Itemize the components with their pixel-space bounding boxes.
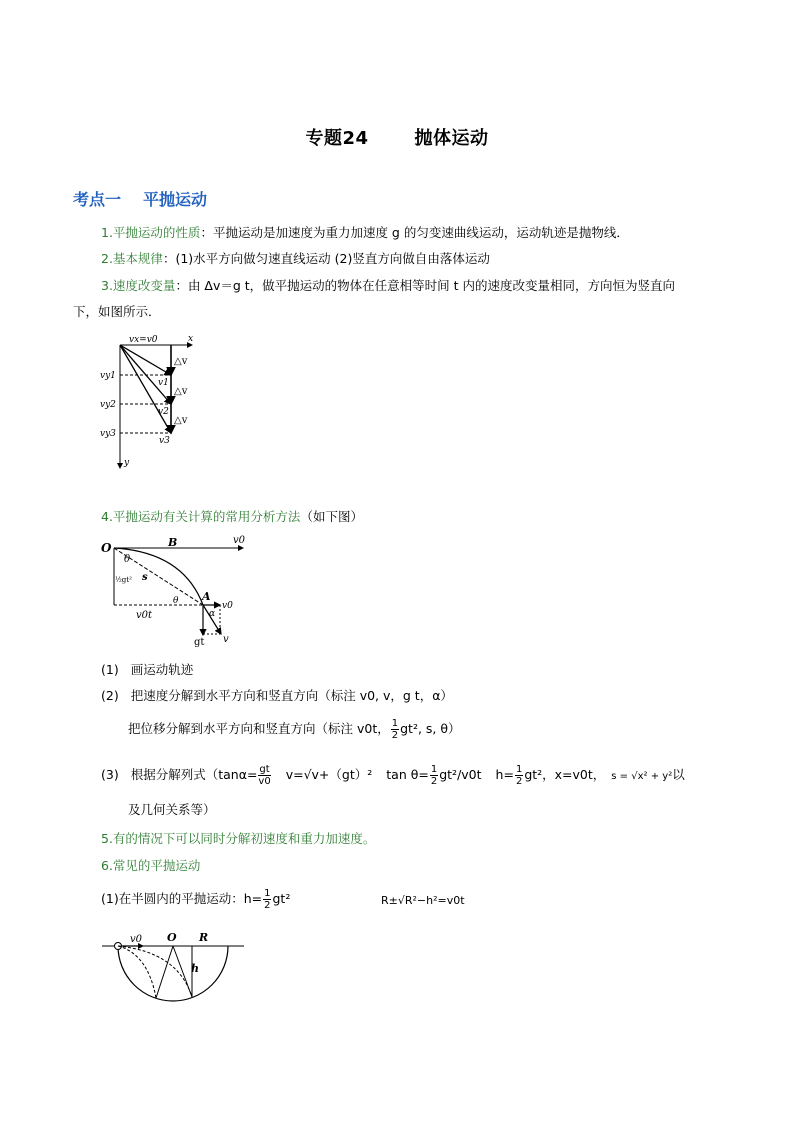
label-theta-top: θ	[124, 554, 131, 565]
label-vx: vx=v0	[129, 335, 158, 345]
semicircle-arc	[118, 946, 228, 1001]
label-O: O	[167, 931, 177, 944]
label-dv-1: △v	[174, 356, 188, 367]
label-dv-3: △v	[174, 415, 188, 426]
label-O: O	[101, 541, 112, 555]
section-heading: 考点一 平抛运动	[73, 190, 208, 209]
label-v1: v1	[158, 378, 169, 388]
fraction-half-2: $\frac{1}{2}$	[430, 764, 438, 787]
label-gt: gt	[194, 637, 205, 648]
label-A: A	[202, 590, 211, 603]
label-half-gt2: ½gt²	[115, 576, 132, 584]
paragraph-6: 6.常见的平抛运动	[101, 858, 201, 873]
v1-vector	[120, 345, 171, 375]
label-v0-top: v0	[233, 535, 246, 546]
label-x: x	[188, 334, 194, 344]
label-vy1: vy1	[100, 371, 116, 381]
label-v0-right: v0	[222, 601, 233, 611]
paragraph-6-1-radius: R±√R²−h²=v0t	[381, 894, 465, 907]
label-h: h	[191, 962, 199, 975]
semicircle-diagram	[98, 926, 248, 1006]
paragraph-3-line2: 下，如图所示．	[73, 304, 161, 319]
fraction-half-3: $\frac{1}{2}$	[515, 764, 523, 787]
label-s: s	[142, 572, 148, 583]
label-theta: θ	[173, 596, 179, 606]
label-v0: v0	[130, 934, 143, 945]
radius-line-2	[173, 946, 192, 997]
list-item-2: (2) 把速度分解到水平方向和竖直方向（标注 v0, v，g t，α）	[101, 688, 453, 703]
projectile-analysis-diagram	[98, 530, 258, 650]
page-title: 专题24 抛体运动	[305, 128, 489, 149]
trajectory-2	[118, 946, 192, 997]
fraction-half: $\frac{1}{2}$	[391, 718, 399, 741]
radius-line-1	[156, 946, 173, 998]
paragraph-4: 4.平抛运动有关计算的常用分析方法（如下图）	[101, 509, 363, 524]
label-v0t: v0t	[136, 610, 153, 621]
label-B: B	[168, 536, 178, 549]
paragraph-5: 5.有的情况下可以同时分解初速度和重力加速度。	[101, 831, 376, 846]
fraction-half-4: $\frac{1}{2}$	[264, 888, 271, 911]
paragraph-2: 2.基本规律：(1)水平方向做匀速直线运动 (2)竖直方向做自由落体运动	[101, 251, 490, 266]
list-item-1: (1) 画运动轨迹	[101, 662, 194, 677]
label-dv-2: △v	[174, 386, 188, 397]
paragraph-6-1: (1)在半圆内的平抛运动：h= $\frac{1}{2}$ gt²	[101, 888, 291, 911]
v3-vector	[120, 345, 171, 433]
fraction-gt-v0: $\frac{gt}{v0}$	[258, 764, 271, 787]
label-y: y	[124, 458, 130, 468]
label-alpha: α	[209, 609, 216, 619]
paragraph-1: 1.平抛运动的性质：平抛运动是加速度为重力加速度 g 的匀变速曲线运动，运动轨迹是抛物线．	[101, 225, 629, 240]
label-v2: v2	[158, 407, 169, 417]
list-item-2b: 把位移分解到水平方向和竖直方向（标注 v0t， $\frac{1}{2}$ gt², s, θ）	[128, 718, 461, 741]
label-v: v	[223, 634, 229, 645]
paragraph-3-line1: 3.速度改变量：由 Δv＝g t，做平抛运动的物体在任意相等时间 t 内的速度改变量相同，方向恒为竖直向	[101, 278, 676, 293]
list-item-3-line2: 及几何关系等）	[128, 802, 216, 817]
velocity-change-diagram	[96, 330, 236, 470]
label-v3: v3	[159, 436, 170, 446]
list-item-3: (3) 根据分解列式（tanα= $\frac{gt}{v0}$ v=√v+（gt）² tan θ= $\frac{1}{2}$ gt²/v0t h= $\frac{1}{2}$ gt²，x=v0t， s = √x² + y²以	[101, 764, 685, 787]
label-vy3: vy3	[100, 429, 116, 439]
label-vy2: vy2	[100, 400, 116, 410]
label-R: R	[199, 931, 209, 944]
